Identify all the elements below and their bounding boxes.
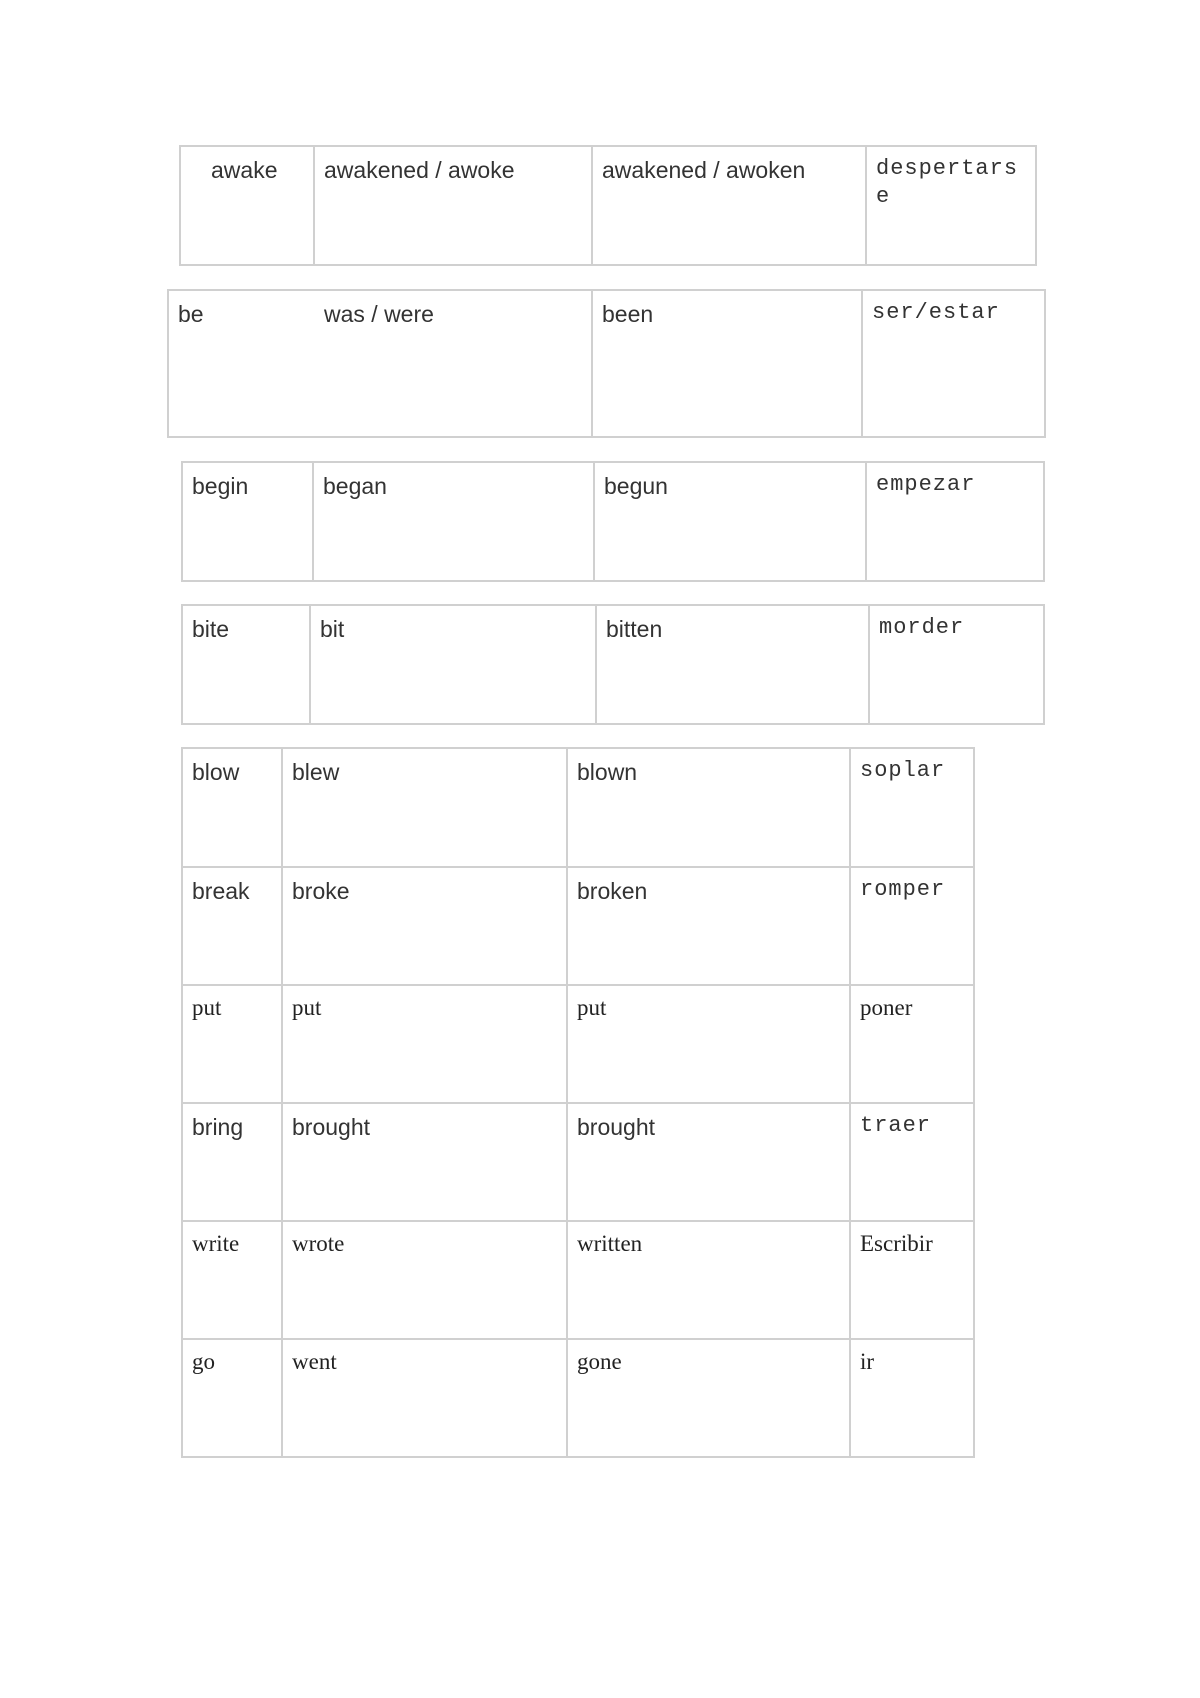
past-participle-cell: broken	[567, 867, 850, 985]
past-participle-cell: put	[567, 985, 850, 1103]
verb-table-main	[181, 747, 975, 1458]
infinitive-cell: bring	[182, 1103, 282, 1221]
past-participle-cell: blown	[567, 748, 850, 867]
past-simple-cell: bit	[310, 605, 596, 724]
table-row	[182, 462, 1044, 581]
infinitive-cell: write	[182, 1221, 282, 1339]
past-participle-cell: brought	[567, 1103, 850, 1221]
table-row	[182, 605, 1044, 724]
infinitive-cell: break	[182, 867, 282, 985]
past-simple-cell: wrote	[282, 1221, 567, 1339]
spanish-cell: despertarse	[866, 146, 1036, 265]
infinitive-cell: put	[182, 985, 282, 1103]
table-row	[182, 1221, 974, 1339]
table-row	[180, 146, 1036, 265]
past-simple-cell: blew	[282, 748, 567, 867]
past-participle-cell: bitten	[596, 605, 869, 724]
past-participle-cell: gone	[567, 1339, 850, 1457]
table-row	[182, 748, 974, 867]
verb-table-begin	[181, 461, 1045, 582]
verb-table-awake	[179, 145, 1037, 266]
past-simple-cell: broke	[282, 867, 567, 985]
verb-table-bite	[181, 604, 1045, 725]
spanish-cell: ser/estar	[862, 290, 1045, 437]
spanish-cell: poner	[850, 985, 974, 1103]
past-simple-cell: was / were	[314, 290, 592, 437]
spanish-cell: morder	[869, 605, 1044, 724]
table-row	[182, 867, 974, 985]
table-row	[182, 1339, 974, 1457]
infinitive-cell: go	[182, 1339, 282, 1457]
past-simple-cell: began	[313, 462, 594, 581]
infinitive-cell: awake	[180, 146, 314, 265]
past-participle-cell: awakened / awoken	[592, 146, 866, 265]
past-participle-cell: written	[567, 1221, 850, 1339]
infinitive-cell: blow	[182, 748, 282, 867]
past-simple-cell: put	[282, 985, 567, 1103]
past-participle-cell: begun	[594, 462, 866, 581]
verb-table-be	[167, 289, 1046, 438]
past-simple-cell: awakened / awoke	[314, 146, 592, 265]
spanish-cell: ir	[850, 1339, 974, 1457]
infinitive-cell: be	[168, 290, 314, 437]
infinitive-cell: bite	[182, 605, 310, 724]
infinitive-cell: begin	[182, 462, 313, 581]
spanish-cell: traer	[850, 1103, 974, 1221]
past-participle-cell: been	[592, 290, 862, 437]
spanish-cell: empezar	[866, 462, 1044, 581]
past-simple-cell: went	[282, 1339, 567, 1457]
spanish-cell: soplar	[850, 748, 974, 867]
spanish-cell: Escribir	[850, 1221, 974, 1339]
past-simple-cell: brought	[282, 1103, 567, 1221]
table-row	[168, 290, 1045, 437]
table-row	[182, 985, 974, 1103]
spanish-cell: romper	[850, 867, 974, 985]
table-row	[182, 1103, 974, 1221]
